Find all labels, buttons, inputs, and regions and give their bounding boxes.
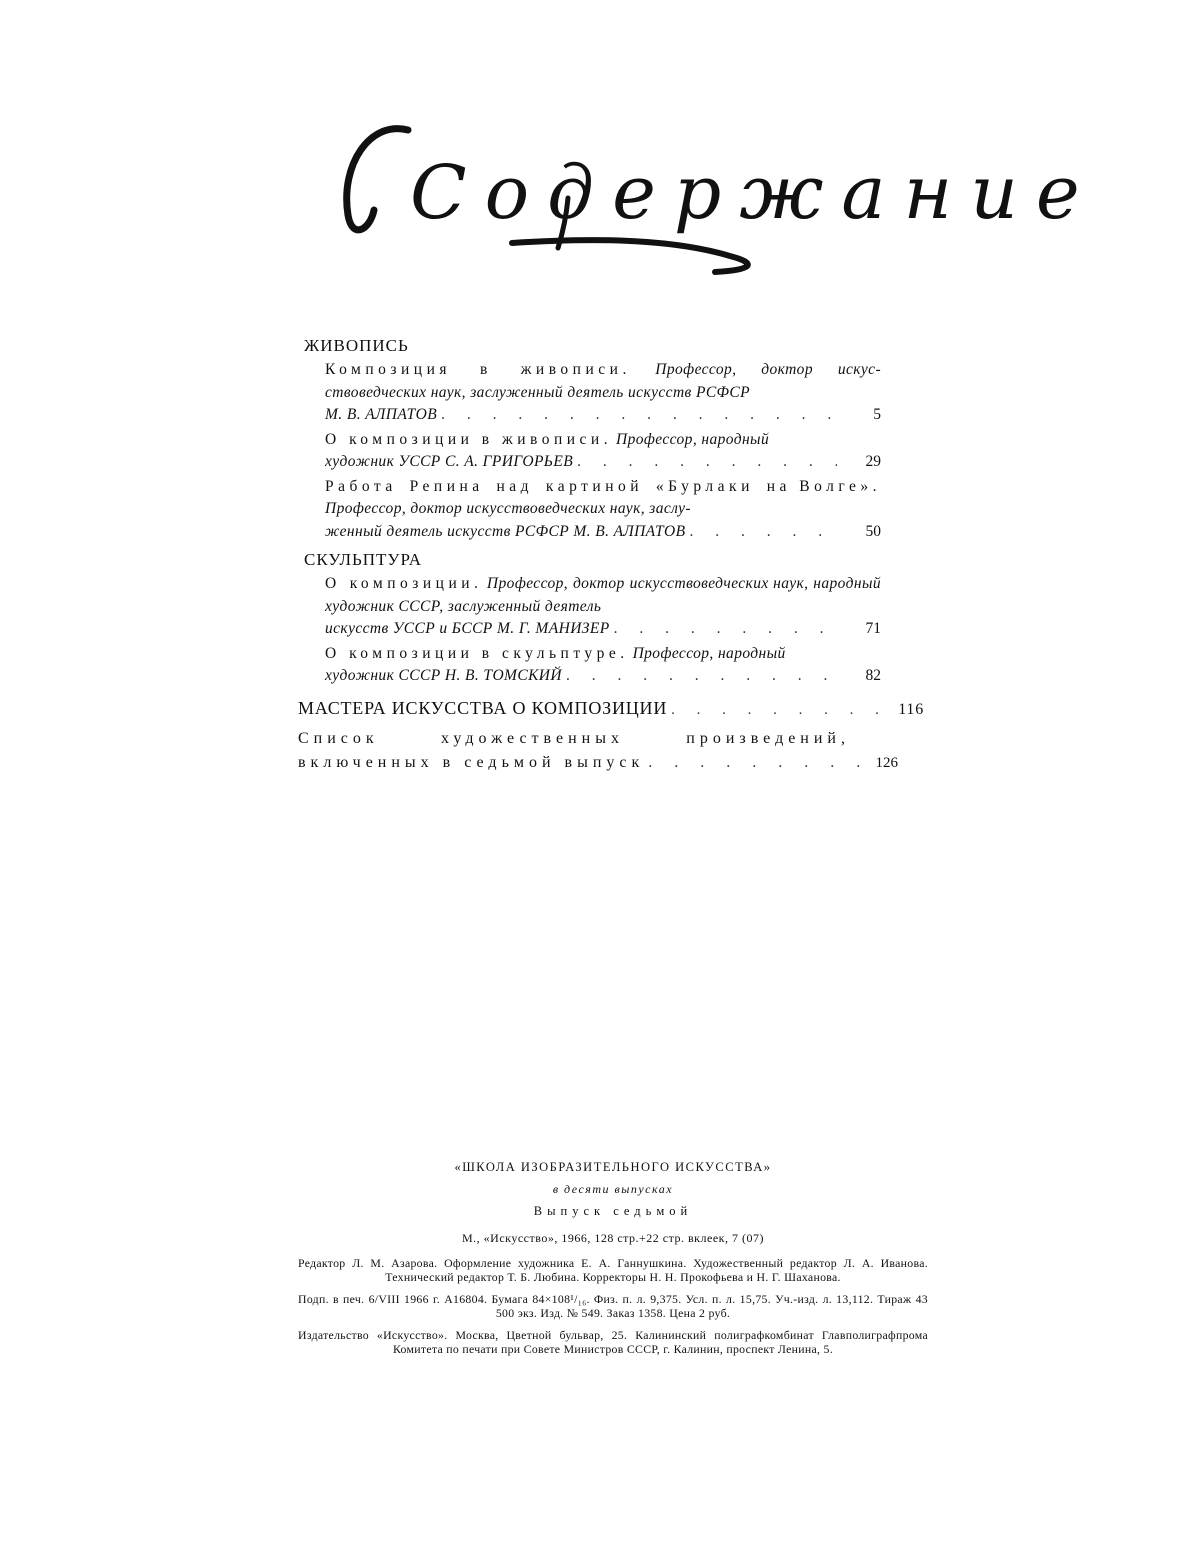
page-number: 82: [865, 667, 881, 684]
credits: Редактор Л. М. Азарова. Оформление художника Е. А. Ганнушкина. Художественный редактор Л. А. Иванова. Технический редактор Т. Б. Любина. Корректоры Н. Н. Прокофьева и Н. Г. Шаханова.: [298, 1256, 928, 1284]
entry-author: М. В. АЛПАТОВ: [325, 406, 438, 423]
entry-title: О композиции в скульптуре.: [325, 644, 629, 662]
entry-description: ствоведческих наук, заслуженный деятель искусств РСФСР: [325, 383, 751, 401]
leader-dots: [566, 665, 837, 688]
page-title: [330, 110, 1098, 290]
section-title: СКУЛЬПТУРА: [304, 550, 423, 569]
toc-entry: [325, 359, 928, 427]
leader-dots: [441, 404, 837, 427]
entry-title: О композиции.: [325, 575, 483, 592]
section-title: ЖИВОПИСЬ: [304, 336, 409, 355]
printing-info: Подп. в печ. 6/VIII 1966 г. А16804. Бумага 84×108¹/₁₆. Физ. п. л. 9,375. Усл. п. л. 15,75. Уч.-изд. л. 13,112. Тираж 43 500 экз. Изд. № 549. Заказ 1358. Цена 2 руб.: [298, 1292, 928, 1320]
leader-dots: [648, 751, 864, 775]
entry-description: Профессор, народный: [615, 430, 770, 448]
publisher-info: Издательство «Искусство». Москва, Цветной бульвар, 25. Калининский полиграфкомбинат Главполиграфпрома Комитета по печати при Совете Министров СССР, г. Калинин, проспект Ленина, 5.: [298, 1328, 928, 1356]
entry-author: художник УССР С. А. ГРИГОРЬЕВ: [325, 453, 574, 470]
page-number: 50: [865, 522, 881, 540]
toc-entry-list: [298, 727, 898, 775]
entry-title-continued: Волге».: [799, 477, 882, 495]
series-title: «ШКОЛА ИЗОБРАЗИТЕЛЬНОГО ИСКУССТВА»: [454, 1160, 772, 1174]
leader-dots: [689, 521, 837, 544]
page-number: 71: [865, 620, 881, 637]
entry-title-continued: включенных в седьмой выпуск: [298, 753, 645, 771]
toc-entry-masters: [298, 698, 924, 719]
leader-dots: [671, 702, 890, 719]
entry-author: женный деятель искусств РСФСР М. В. АЛПАТОВ: [325, 522, 686, 540]
toc-entry: [325, 476, 928, 544]
entry-author: художник СССР Н. В. ТОМСКИЙ: [325, 667, 562, 684]
leader-dots: [614, 618, 837, 641]
entry-description: наук, народный художник СССР, заслуженный деятель: [325, 575, 882, 615]
toc-entry: [325, 643, 928, 688]
entry-title: Работа Репина над картиной «Бурлаки на: [325, 477, 791, 495]
toc-section-sculpture: [298, 549, 928, 688]
table-of-contents: [298, 335, 928, 775]
entry-description: Профессор, доктор искус-: [655, 361, 882, 378]
imprint: [298, 1160, 928, 1364]
title-text: Содержание: [410, 150, 1098, 236]
entry-title: О композиции в живописи.: [325, 430, 613, 448]
entry-description: Профессор, доктор искусствоведческих: [486, 575, 769, 592]
entry-title: МАСТЕРА ИСКУССТВА О КОМПОЗИЦИИ: [298, 697, 668, 718]
page-number: 126: [875, 754, 898, 771]
toc-section-painting: [298, 335, 928, 543]
entry-title: Список художественных произведений,: [298, 729, 850, 747]
entry-description: Профессор, доктор искусствоведческих наук, заслу-: [325, 500, 691, 517]
entry-title: Композиция в живописи.: [325, 361, 631, 378]
entry-author: искусств УССР и БССР М. Г. МАНИЗЕР: [325, 620, 610, 637]
page-number: 29: [865, 453, 881, 470]
series-subtitle: в десяти выпусках: [552, 1182, 674, 1196]
publication-info: М., «Искусство», 1966, 128 стр.+22 стр. вклеек, 7 (07): [462, 1231, 764, 1245]
issue-label: Выпуск седьмой: [533, 1204, 693, 1218]
leader-dots: [577, 451, 837, 474]
toc-entry: [325, 573, 928, 641]
page-number: 5: [873, 406, 881, 423]
entry-description: Профессор, народный: [632, 644, 786, 662]
toc-entry: [325, 429, 928, 474]
page-number: 116: [898, 700, 924, 718]
